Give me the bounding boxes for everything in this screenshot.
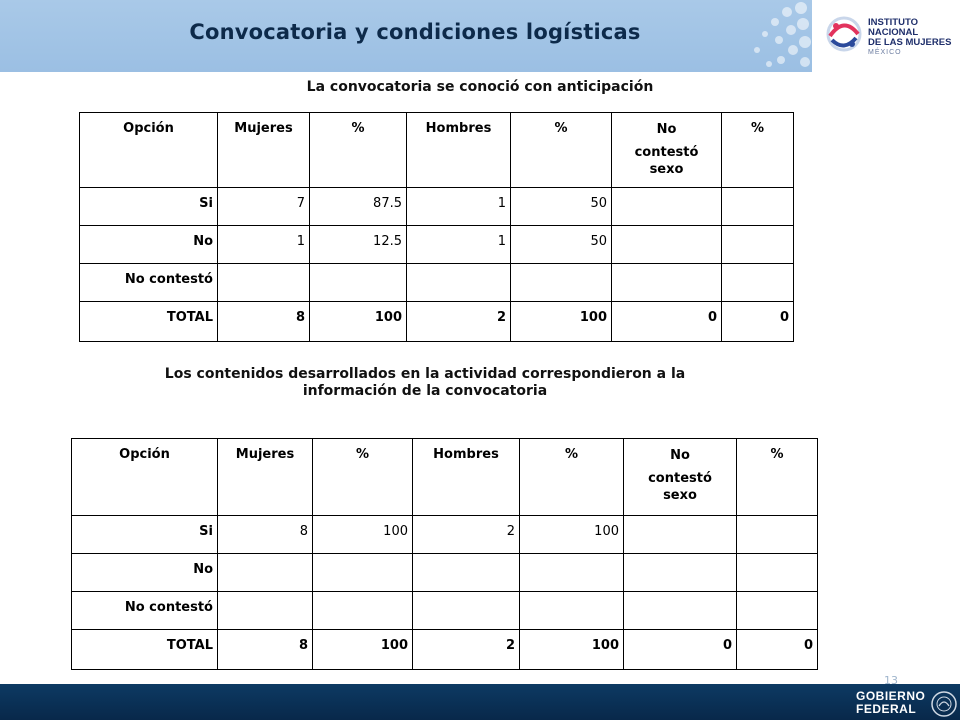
inmujeres-logo [822,12,956,62]
section-2-title-line-1: Los contenidos desarrollados en la actividad correspondieron a la [164,366,686,382]
col-header-sexo: sexo [649,162,684,177]
table-convocatoria-anticipacion [79,112,794,342]
col-header-no-contesto-sexo [624,439,737,516]
table-row [80,226,794,264]
col-header-pct-mujeres: % [313,439,413,516]
row-label: Si [80,188,218,226]
cell-no-contesto [612,264,722,302]
section-2-title [110,366,740,400]
cell-pct-mujeres: 100 [313,630,413,670]
inmujeres-logo-text [868,18,956,58]
cell-hombres: 1 [407,226,511,264]
gobierno-federal-logo [850,688,960,720]
cell-hombres: 1 [407,188,511,226]
cell-mujeres: 8 [218,630,313,670]
cell-pct-mujeres [313,554,413,592]
col-header-hombres: Hombres [413,439,520,516]
page-title: Convocatoria y condiciones logísticas [189,20,641,44]
table-row [72,592,818,630]
table-row [80,264,794,302]
cell-no-contesto: 0 [624,630,737,670]
cell-pct-mujeres: 87.5 [310,188,407,226]
cell-no-contesto [612,226,722,264]
cell-pct-hombres: 100 [520,630,624,670]
table-row [80,188,794,226]
row-label: No contestó [80,264,218,302]
cell-pct-no-contesto: 0 [737,630,818,670]
cell-pct-mujeres: 100 [313,516,413,554]
cell-hombres [413,554,520,592]
row-label: TOTAL [80,302,218,342]
cell-hombres: 2 [413,516,520,554]
col-header-opcion: Opción [80,113,218,188]
cell-pct-no-contesto [737,592,818,630]
cell-pct-no-contesto [722,188,794,226]
cell-pct-hombres: 50 [511,188,612,226]
cell-pct-hombres [520,592,624,630]
cell-no-contesto [612,188,722,226]
table-header-row [80,113,794,188]
cell-no-contesto: 0 [612,302,722,342]
cell-hombres: 2 [407,302,511,342]
gobierno-line-1: GOBIERNO [856,689,926,703]
footer-band [0,684,960,720]
cell-pct-hombres: 50 [511,226,612,264]
cell-no-contesto [624,592,737,630]
row-label: No [80,226,218,264]
section-1-title: La convocatoria se conoció con anticipación [306,79,654,95]
col-header-mujeres: Mujeres [218,113,310,188]
cell-mujeres: 1 [218,226,310,264]
col-header-hombres: Hombres [407,113,511,188]
cell-hombres [407,264,511,302]
cell-pct-hombres: 100 [511,302,612,342]
page-number: 13 [884,674,898,687]
cell-mujeres [218,592,313,630]
col-header-contesto: contestó [634,145,699,160]
cell-mujeres: 8 [218,516,313,554]
col-header-pct-mujeres: % [310,113,407,188]
col-header-contesto: contestó [648,471,712,486]
row-label: TOTAL [72,630,218,670]
col-header-no: No [656,122,677,137]
cell-mujeres: 8 [218,302,310,342]
table-row-total [80,302,794,342]
col-header-pct-no-contesto: % [737,439,818,516]
logo-line-3: MÉXICO [868,49,902,56]
cell-pct-no-contesto [737,554,818,592]
col-header-no-contesto-sexo [612,113,722,188]
row-label: No contestó [72,592,218,630]
cell-pct-mujeres [310,264,407,302]
gobierno-federal-text [856,690,925,716]
col-header-opcion: Opción [72,439,218,516]
cell-pct-mujeres: 100 [310,302,407,342]
cell-no-contesto [624,516,737,554]
col-header-pct-hombres: % [520,439,624,516]
cell-mujeres [218,264,310,302]
cell-hombres: 2 [413,630,520,670]
cell-hombres [413,592,520,630]
gobierno-line-2: FEDERAL [856,702,917,716]
table-row [72,516,818,554]
table-contenidos-convocatoria [71,438,818,670]
table-row [72,554,818,592]
row-label: No [72,554,218,592]
table-header-row [72,439,818,516]
cell-pct-hombres [520,554,624,592]
cell-pct-mujeres [313,592,413,630]
cell-no-contesto [624,554,737,592]
logo-line-1: INSTITUTO NACIONAL [868,17,919,38]
col-header-pct-no-contesto: % [722,113,794,188]
cell-pct-hombres: 100 [520,516,624,554]
logo-line-2: DE LAS MUJERES [868,37,952,48]
col-header-no: No [670,448,690,463]
cell-mujeres [218,554,313,592]
col-header-mujeres: Mujeres [218,439,313,516]
section-2-title-line-2: información de la convocatoria [302,383,548,399]
cell-pct-no-contesto [737,516,818,554]
table-row-total [72,630,818,670]
national-seal-icon [930,690,958,718]
cell-pct-no-contesto [722,264,794,302]
row-label: Si [72,516,218,554]
inmujeres-emblem-icon [822,12,866,56]
col-header-pct-hombres: % [511,113,612,188]
cell-pct-no-contesto: 0 [722,302,794,342]
cell-mujeres: 7 [218,188,310,226]
cell-pct-no-contesto [722,226,794,264]
cell-pct-hombres [511,264,612,302]
col-header-sexo: sexo [663,488,697,503]
cell-pct-mujeres: 12.5 [310,226,407,264]
